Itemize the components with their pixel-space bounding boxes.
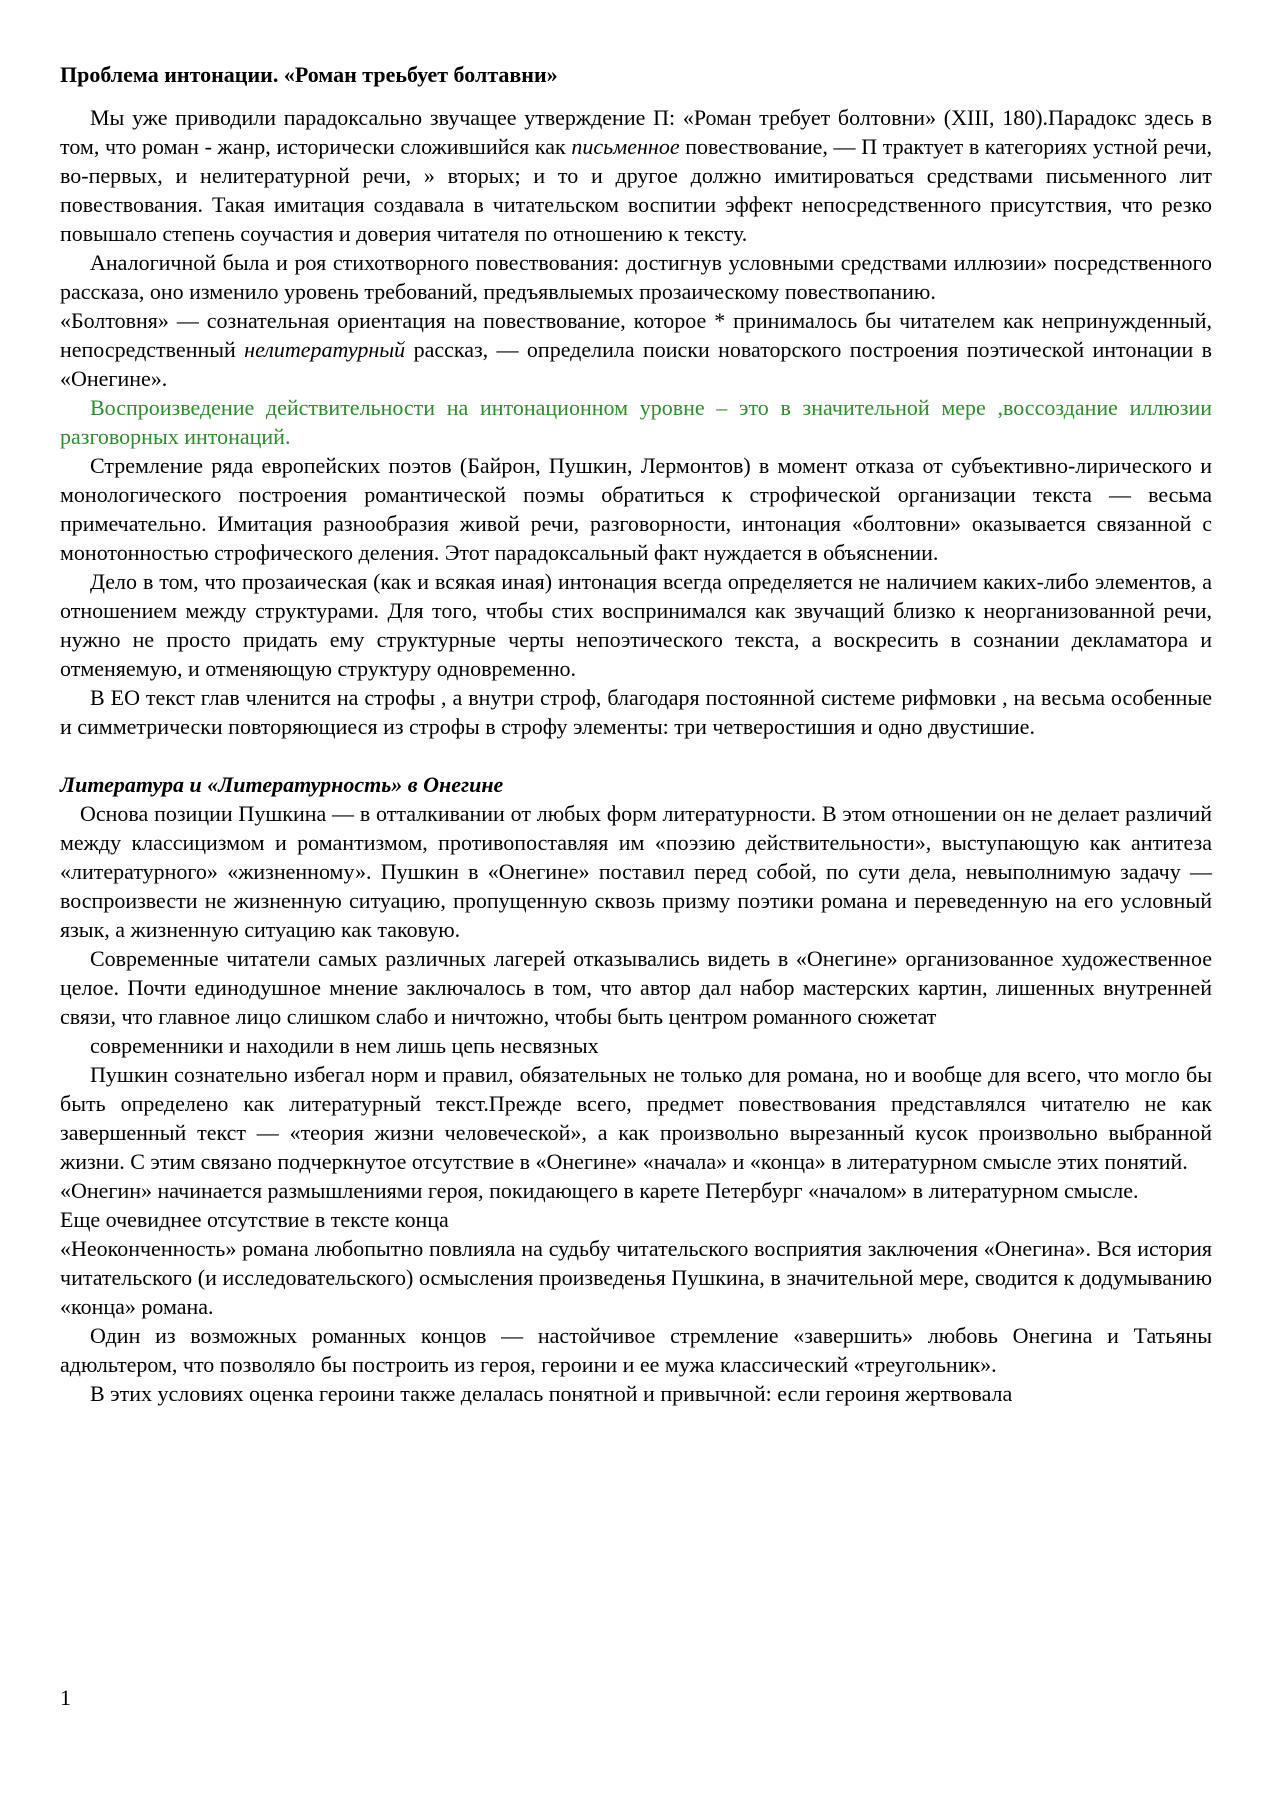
text-segment: Мы уже приводили парадоксально звучащее утверждение П: «Роман требует болтовни» (XIII, 180).Парадокс здесь в том, что роман - жанр, исторически сложившийся как (60, 105, 1212, 159)
paragraph (60, 1234, 1212, 1321)
paragraph (60, 567, 1212, 683)
paragraph (60, 306, 1212, 393)
section-gap (60, 741, 1212, 770)
italic-text: письменное (571, 134, 680, 159)
text-segment: Аналогичной была и роя стихотворного повествования: достигнув условными средствами иллюзии» посредственного рассказа, оно изменило уровень требований, предъявлыемых прозаическому повествопанию. (60, 250, 1212, 304)
text-segment: Стремление ряда европейских поэтов (Байрон, Пушкин, Лермонтов) в момент отказа от субъективно-лирического и монологического построения романтической поэмы обратиться к строфической организации текста — весьма примечательно. Имитация разнообразия живой речи, разговорности, интонация «болтовни» оказывается связанной с монотонностью строфического деления. Этот парадоксальный факт нуждается в объяснении. (60, 453, 1212, 565)
paragraph (60, 683, 1212, 741)
text-segment: «Неоконченность» романа любопытно повлияла на судьбу читательского восприятия заключения «Онегина». Вся история читательского (и исследовательского) осмысления произведенья Пушкина, в значительной мере, сводится к додумыванию «конца» романа. (60, 1236, 1212, 1319)
text-segment: В этих условиях оценка героини также делалась понятной и привычной: если героиня жертвовала (90, 1381, 1013, 1406)
paragraph (60, 451, 1212, 567)
section-title: Проблема интонации. «Роман треьбует болтавни» (60, 62, 558, 87)
text-segment: Пушкин сознательно избегал норм и правил, обязательных не только для романа, но и вообще для всего, что могло бы быть определено как литературный текст.Прежде всего, предмет повествования представлялся читателю не как завершенный текст — «теория жизни человеческой», а как произвольно вырезанный кусок произвольно выбранной жизни. С этим связано подчеркнутое отсутствие в «Онегине» «начала» и «конца» в литературном смысле этих понятий. (60, 1062, 1212, 1174)
document-body (60, 60, 1212, 1408)
text-segment: Дело в том, что прозаическая (как и всякая иная) интонация всегда определяется не наличием каких-либо элементов, а отношением между структурами. Для того, чтобы стих воспринимался как звучащий близко к неорганизованной речи, нужно не просто придать ему структурные черты непоэтического текста, а воскресить в сознании декламатора и отменяемую, и отменяющую структуру одновременно. (60, 569, 1212, 681)
text-segment: В ЕО текст глав членится на строфы , а внутри строф, благодаря постоянной системе рифмовки , на весьма особенные и симметрически повторяющиеся из строфы в строфу элементы: три четверостишия и одно двустишие. (60, 685, 1212, 739)
paragraph (60, 1379, 1212, 1408)
paragraph (60, 1031, 1212, 1060)
paragraph (60, 799, 1212, 944)
paragraph (60, 248, 1212, 306)
section-title: Литература и «Литературность» в Онегине (60, 772, 504, 797)
paragraph (60, 1060, 1212, 1176)
page-number: 1 (60, 1685, 71, 1710)
text-segment: Основа позиции Пушкина — в отталкивании от любых форм литературности. В этом отношении он не делает различий между классицизмом и романтизмом, противопоставляя им «поэзию действительности», выступающую как антитеза «литературного» «жизненному». Пушкин в «Онегине» поставил перед собой, по сути дела, невыполнимую задачу — воспроизвести не жизненную ситуацию, пропущенную сквозь призму поэтики романа и переведенную на его условный язык, а жизненную ситуацию как таковую. (60, 801, 1212, 942)
text-segment: Еще очевиднее отсутствие в тексте конца (60, 1207, 449, 1232)
paragraph (60, 1321, 1212, 1379)
text-segment: «Болтовня» — сознательная ориентация на повествование, которое * принималось бы читателем как непринужденный, непосредственный (60, 308, 1212, 362)
text-segment: современники и находили в нем лишь цепь несвязных (90, 1033, 599, 1058)
paragraph (60, 944, 1212, 1031)
text-segment: «Онегин» начинается размышлениями героя, покидающего в карете Петербург «началом» в литературном смысле. (60, 1178, 1139, 1203)
text-segment: Современные читатели самых различных лагерей отказывались видеть в «Онегине» организованное художественное целое. Почти единодушное мнение заключалось в том, что автор дал набор мастерских картин, лишенных внутренней связи, что главное лицо слишком слабо и ничтожно, чтобы быть центром романного сюжетат (60, 946, 1212, 1029)
text-segment: Воспроизведение действительности на интонационном уровне – это в значительной мере ,воссоздание иллюзии разговорных интонаций. (60, 395, 1212, 449)
paragraph (60, 1176, 1212, 1205)
title-gap (60, 89, 1212, 103)
paragraph (60, 1205, 1212, 1234)
paragraph (60, 103, 1212, 248)
italic-text: нелитературный (244, 337, 406, 362)
paragraph (60, 393, 1212, 451)
text-segment: повествование, — П трактует в категориях устной речи, во-первых, и нелитературной речи, » вторых; и то и другое должно имитироваться средствами письменного лит повествования. Такая имитация создавала в читательском воспитии эффект непосредственного присутствия, что резко повышало степень соучастия и доверия читателя по отношению к тексту. (60, 134, 1212, 246)
text-segment: рассказ, — определила поиски новаторского построения поэтической интонации в «Онегине». (60, 337, 1212, 391)
text-segment: Один из возможных романных концов — настойчивое стремление «завершить» любовь Онегина и Татьяны адюльтером, что позволяло бы построить из героя, героини и ее мужа классический «треугольник». (60, 1323, 1212, 1377)
